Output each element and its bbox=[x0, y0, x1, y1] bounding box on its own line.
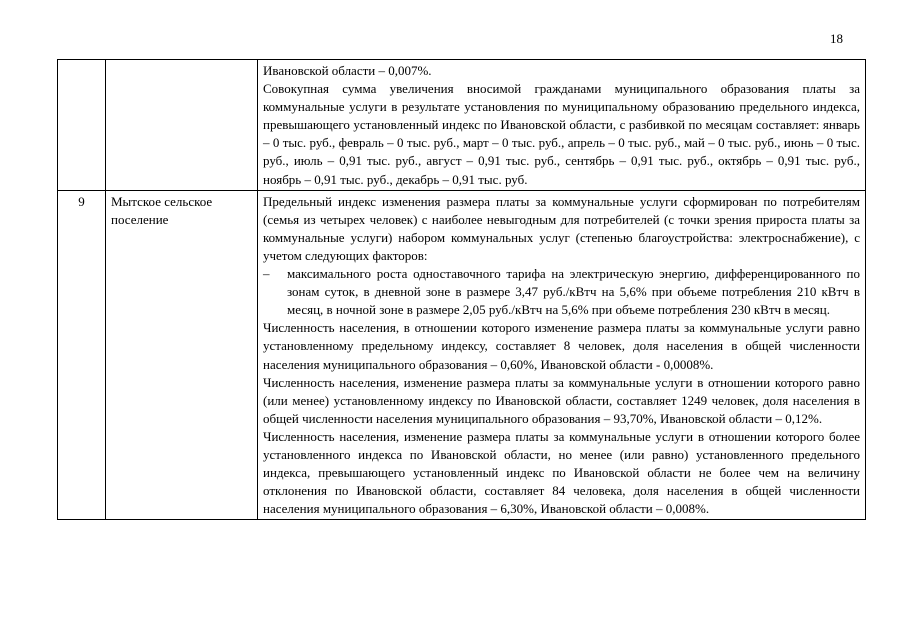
paragraph: Численность населения, изменение размера платы за коммунальные услуги в отношении которого равно (или менее) установленному индексу по Ивановской области, составляет 1249 человек, доля населения в общей численности населения муниципального образования – 93,70%, Ивановской области – 0,12%. bbox=[263, 374, 860, 426]
table-row-continued bbox=[58, 60, 866, 191]
paragraph: Численность населения, изменение размера платы за коммунальные услуги в отношении которого более установленного индекса по Ивановской области, но менее (или равно) установленного предельного индекса, превышающего установленный индекс по Ивановской области не более чем на величину отклонения по Ивановской области, составляет 84 человека, доля населения в общей численности населения муниципального образования – 6,30%, Ивановской области – 0,008%. bbox=[263, 428, 860, 517]
list-item-text: максимального роста одноставочного тарифа на электрическую энергию, дифференцированного по зонам суток, в дневной зоне в размере 3,47 руб./кВтч на 5,6% при объеме потребления 210 кВтч в месяц, в ночной зоне в размере 2,05 руб./кВтч на 5,6% при объеме потребления 230 кВтч в месяц. bbox=[287, 266, 860, 318]
description-cell bbox=[258, 190, 866, 520]
description-cell bbox=[258, 60, 866, 191]
data-table bbox=[57, 59, 866, 520]
list-item bbox=[263, 265, 860, 319]
list-dash: – bbox=[263, 266, 270, 282]
factors-list bbox=[263, 265, 860, 319]
page-number: 18 bbox=[830, 31, 843, 46]
row-number-cell bbox=[58, 60, 106, 191]
paragraph: Совокупная сумма увеличения вносимой гражданами муниципального образования платы за коммунальные услуги в результате установления по муниципальному образованию предельного индекса, превышающего установленный индекс по Ивановской области, с разбивкой по месяцам составляет: январь – 0 тыс. руб., февраль – 0 тыс. руб., март – 0 тыс. руб., апрель – 0 тыс. руб., май – 0 тыс. руб., июнь – 0 тыс. руб., июль – 0,91 тыс. руб., август – 0,91 тыс. руб., сентябрь – 0,91 тыс. руб., октябрь – 0,91 тыс. руб., ноябрь – 0,91 тыс. руб., декабрь – 0,91 тыс. руб. bbox=[263, 81, 860, 187]
table-row-9 bbox=[58, 190, 866, 520]
paragraph: Ивановской области – 0,007%. bbox=[263, 63, 432, 78]
row-number-cell: 9 bbox=[58, 190, 106, 520]
municipality-name-cell: Мытское сельское поселение bbox=[106, 190, 258, 520]
municipality-name-cell bbox=[106, 60, 258, 191]
paragraph: Численность населения, в отношении которого изменение размера платы за коммунальные услуги равно установленному предельному индексу, составляет 8 человек, доля населения в общей численности населения муниципального образования – 0,60%, Ивановской области - 0,0008%. bbox=[263, 320, 860, 372]
paragraph: Предельный индекс изменения размера платы за коммунальные услуги сформирован по потребителям (семья из четырех человек) с наиболее невыгодным для потребителей (с точки зрения прироста платы за коммунальные услуги) набором коммунальных услуг (степенью благоустройства: электроснабжение), с учетом следующих факторов: bbox=[263, 193, 860, 263]
